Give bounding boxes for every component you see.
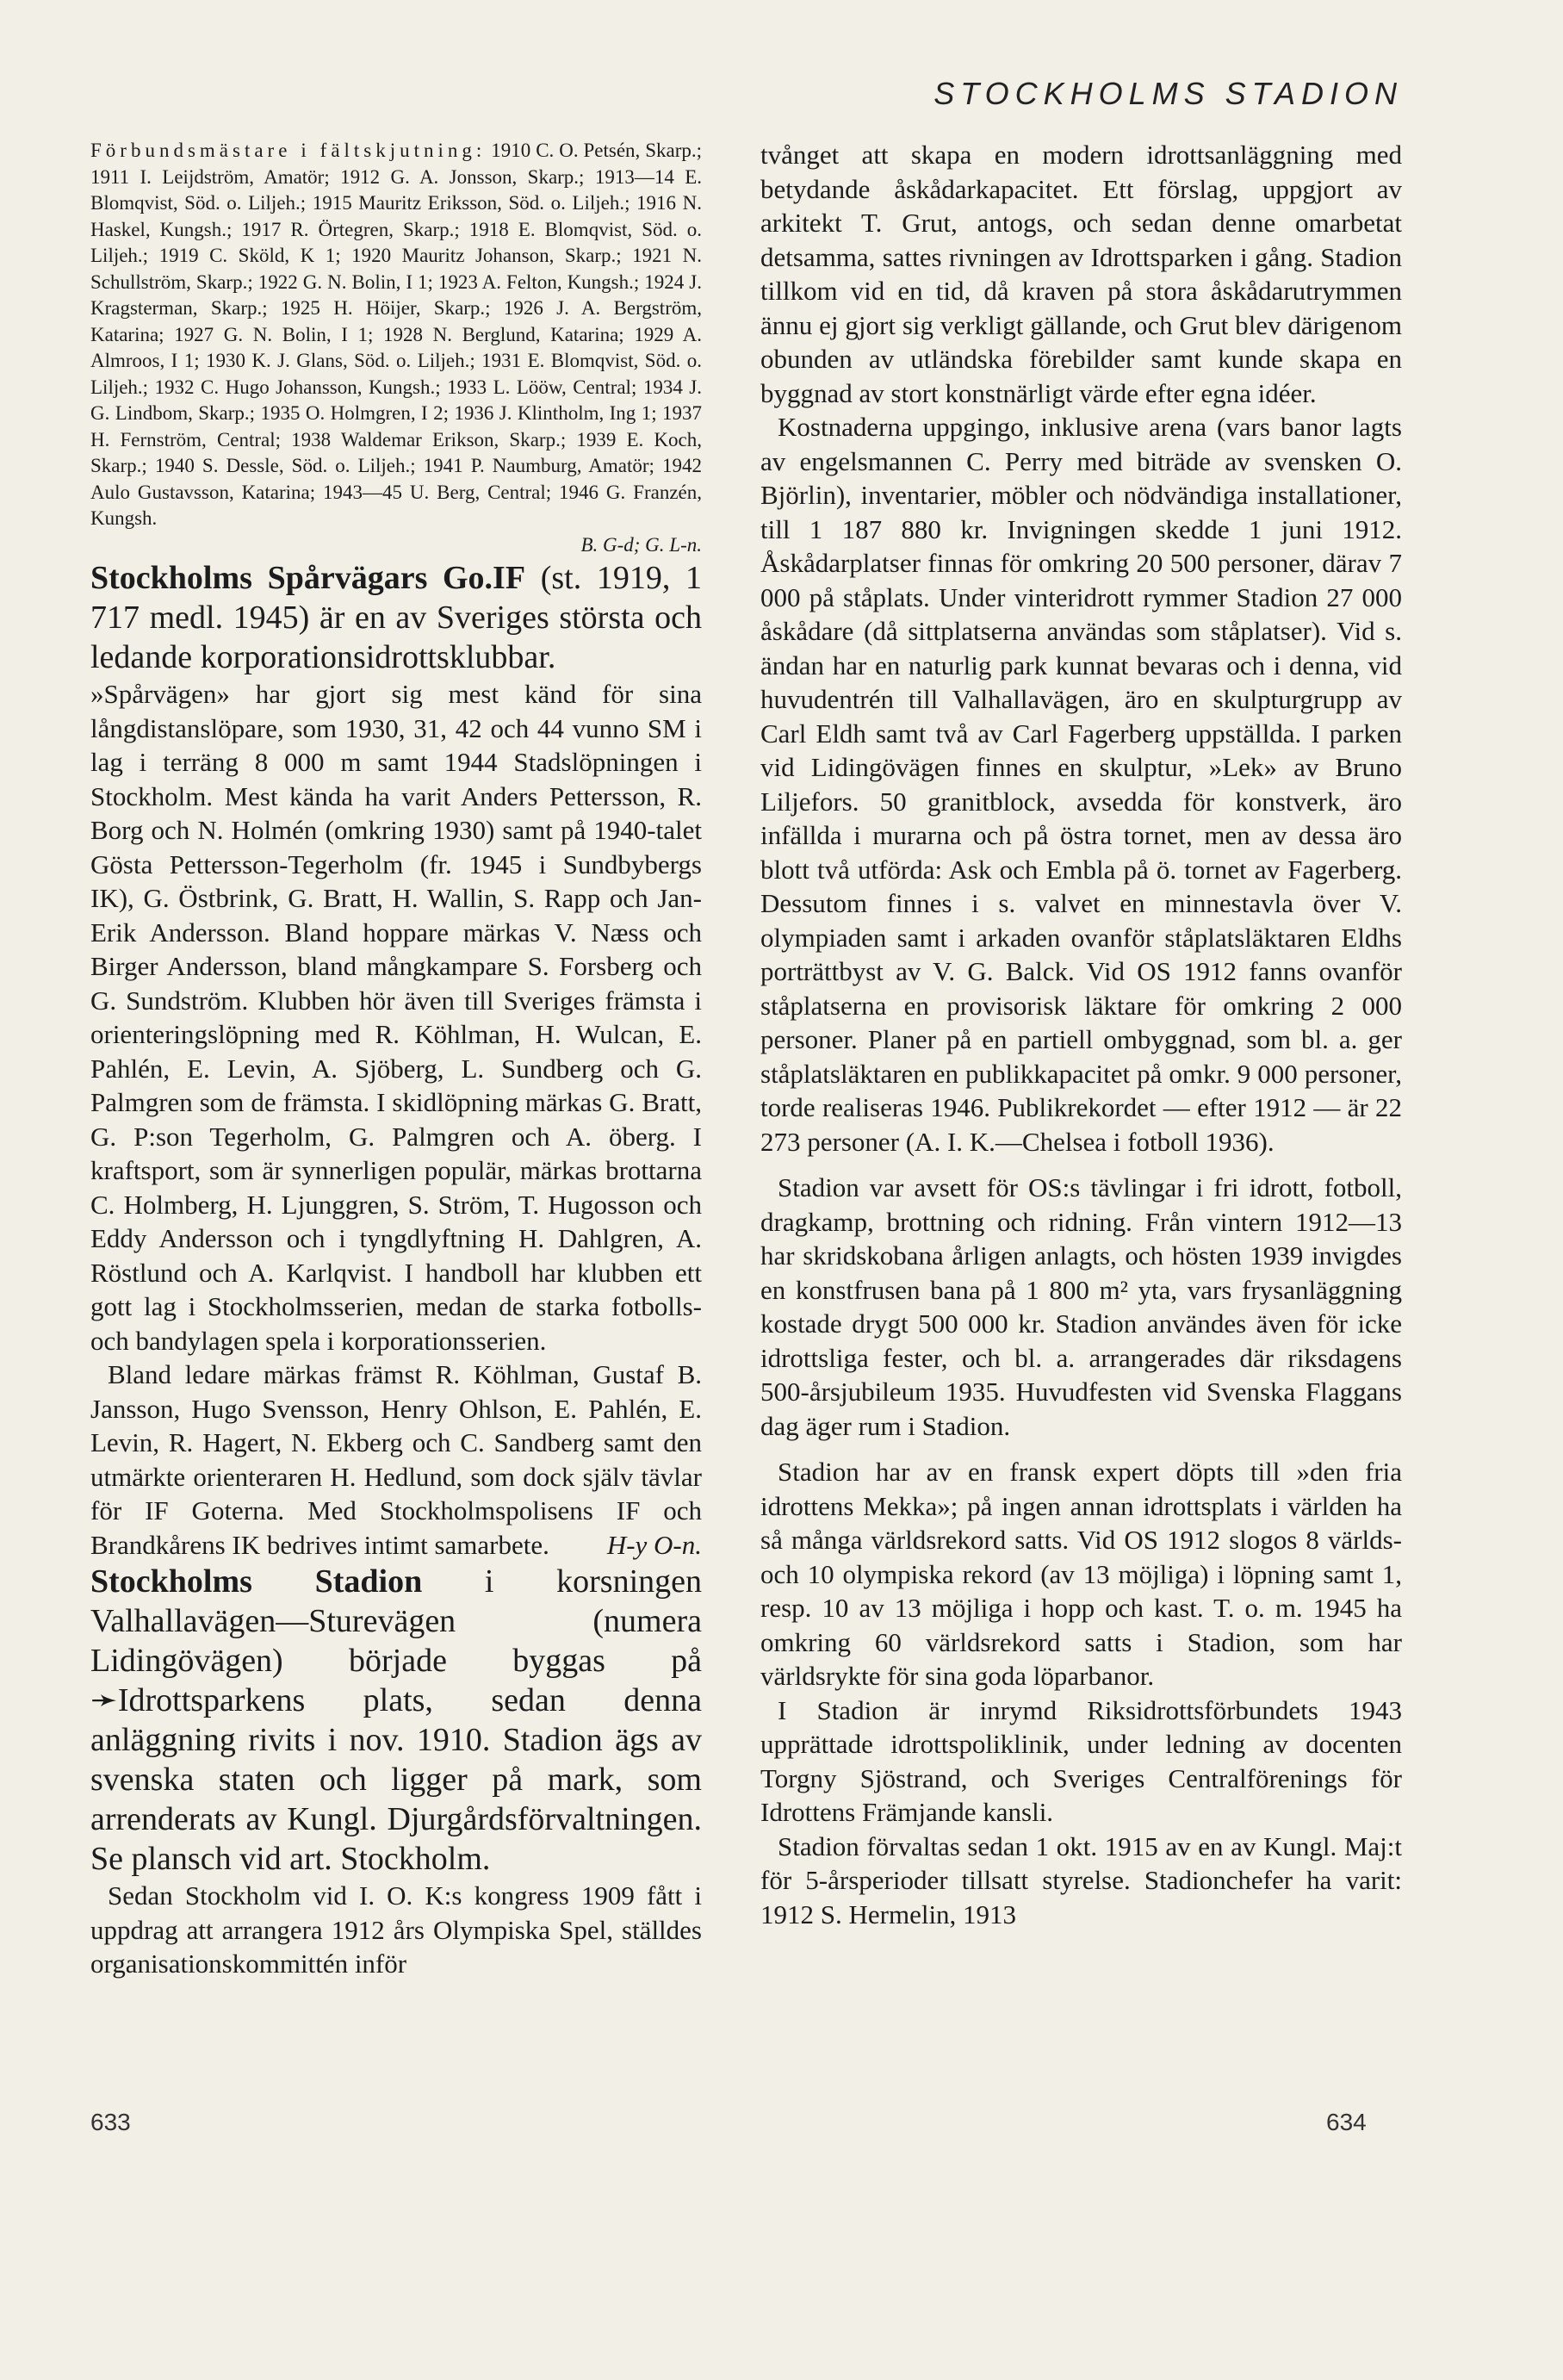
sparvagars-signature: H-y O-n. (606, 1529, 702, 1560)
sparvagars-headword: Stockholms Spårvägars Go.IF (90, 560, 526, 596)
champions-signature: B. G-d; G. L-n. (580, 533, 702, 556)
stadion-headword: Stockholms Stadion (90, 1563, 423, 1600)
champions-heading: Förbundsmästare i fältskjutning: (90, 140, 487, 161)
right-paragraph-5: I Stadion är inrymd Riksidrottsförbundets 1943 upprättade idrottspoliklinik, under ledning av docenten Torgny Sjöstrand, och Sveriges Centralförenings för Idrottens Främjande kansli. (760, 1694, 1402, 1827)
page-number-left: 633 (90, 2109, 131, 2135)
sparvagars-intro-text: (st. 1919, 1 717 medl. 1945) är en av Sveriges största och ledande korporationsidrottsklubbar. (90, 560, 702, 675)
champions-list (90, 138, 702, 558)
stadion-intro-text: i korsningen Valhallavägen—Sturevägen (numera Lidingövägen) började byggas på ➛Idrottsparkens plats, sedan denna anläggning rivits i nov. 1910. Stadion ägs av svenska staten och ligger på mark, som arrenderats av Kungl. Djurgårdsförvaltningen. Se plansch vid art. Stockholm. (90, 1563, 702, 1877)
sparvagars-paragraph-2-text: Bland ledare märkas främst R. Köhlman, Gustaf B. Jansson, Hugo Svensson, Henry Ohlson, E. Pahlén, E. Levin, R. Hagert, N. Ekberg och C. Sandberg samt den utmärkte orienteraren H. Hedlund, som dock själv tävlar för IF Goterna. Med Stockholmspolisens IF och Brandkårens IK bedrives intimt samarbete. (90, 1359, 702, 1560)
right-paragraph-3: Stadion var avsett för OS:s tävlingar i fri idrott, fotboll, dragkamp, brottning och ridning. Från vintern 1912—13 har skridskobana årligen anlagts, och hösten 1939 invigdes en konstfrusen bana på 1 800 m² yta, vars frysanläggning kostade drygt 500 000 kr. Stadion användes även för icke idrottsliga fester, och bl. a. arrangerades där riksdagens 500-årsjubileum 1935. Huvudfesten vid Svenska Flaggans dag äger rum i Stadion. (760, 1172, 1402, 1441)
right-paragraph-6: Stadion förvaltas sedan 1 okt. 1915 av en av Kungl. Maj:t för 5-årsperioder tillsatt styrelse. Stadionchefer ha varit: 1912 S. Hermelin, 1913 (760, 1830, 1402, 1929)
champions-text: 1910 C. O. Petsén, Skarp.; 1911 I. Leijdström, Amatör; 1912 G. A. Jonsson, Skarp.; 1913—14 E. Blomqvist, Söd. o. Liljeh.; 1915 Mauritz Eriksson, Söd. o. Liljeh.; 1916 N. Haskel, Kungsh.; 1917 R. Örtegren, Skarp.; 1918 E. Blomqvist, Söd. o. Liljeh.; 1919 C. Sköld, K 1; 1920 Mauritz Johanson, Skarp.; 1921 N. Schullström, Skarp.; 1922 G. N. Bolin, I 1; 1923 A. Felton, Kungsh.; 1924 J. Kragsterman, Skarp.; 1925 H. Höijer, Skarp.; 1926 J. A. Bergström, Katarina; 1927 G. N. Bolin, I 1; 1928 N. Berglund, Katarina; 1929 A. Almroos, I 1; 1930 K. J. Glans, Söd. o. Liljeh.; 1931 E. Blomqvist, Söd. o. Liljeh.; 1932 C. Hugo Johansson, Kungsh.; 1933 L. Lööw, Central; 1934 J. G. Lindbom, Skarp.; 1935 O. Holmgren, I 2; 1936 J. Klintholm, Ing 1; 1937 H. Fernström, Central; 1938 Waldemar Erikson, Skarp.; 1939 E. Koch, Skarp.; 1940 S. Dessle, Söd. o. Liljeh.; 1941 P. Naumburg, Amatör; 1942 Aulo Gustavsson, Katarina; 1943—45 U. Berg, Central; 1946 G. Franzén, Kungsh. (90, 140, 703, 529)
sparvagars-paragraph-2 (90, 1358, 702, 1562)
sparvagars-paragraph-1: »Spårvägen» har gjort sig mest känd för sina långdistanslöpare, som 1930, 31, 42 och 44 vunno SM i lag i terräng 8 000 m samt 1944 Stadslöpningen i Stockholm. Mest kända ha varit Anders Pettersson, R. Borg och N. Holmén (omkring 1930) samt på 1940-talet Gösta Pettersson-Tegerholm (fr. 1945 i Sundbybergs IK), G. Östbrink, G. Bratt, H. Wallin, S. Rapp och Jan-Erik Andersson. Bland hoppare märkas V. Næss och Birger Andersson, bland mångkampare S. Forsberg och G. Sundström. Klubben hör även till Sveriges främsta i orienteringslöpning med R. Köhlman, H. Wulcan, E. Pahlén, E. Levin, A. Sjöberg, L. Sundberg och G. Palmgren som de främsta. I skidlöpning märkas G. Bratt, G. P:son Tegerholm, G. Palmgren och A. öberg. I kraftsport, som är synnerligen populär, märkas brottarna C. Holmberg, H. Ljunggren, S. Ström, T. Hugosson och Eddy Andersson och i tyngdlyftning H. Dahlgren, A. Röstlund och A. Karlqvist. I handboll har klubben ett gott lag i Stockholmsserien, medan de starka fotbolls- och bandylagen spela i korporationsserien. (90, 679, 702, 1356)
right-paragraph-4: Stadion har av en fransk expert döpts till »den fria idrottens Mekka»; på ingen annan idrottsplats i världen ha så många världsrekord satts. Vid OS 1912 slogos 8 världs- och 10 olympiska rekord (av 13 möjliga) i löpning samt 1, resp. 10 av 13 möjliga i hopp och kast. T. o. m. 1945 ha omkring 60 världsrekord satts i Stadion, som har världsrykte för sina goda löparbanor. (760, 1457, 1402, 1691)
sparvagars-intro (90, 558, 702, 677)
stadion-paragraph-1: Sedan Stockholm vid I. O. K:s kongress 1909 fått i uppdrag att arrangera 1912 års Olympiska Spel, ställdes organisationskommittén inför (90, 1880, 702, 1979)
right-paragraph-1: tvånget att skapa en modern idrottsanläggning med betydande åskådarkapacitet. Ett förslag, uppgjort av arkitekt T. Grut, antogs, och sedan denne omarbetat detsamma, sattes rivningen av Idrottsparken i gång. Stadion tillkom vid en tid, då kraven på stora åskådarutrymmen ännu ej gjort sig verkligt gällande, och Grut blev därigenom obunden av utländska förebilder samt kunde skapa en byggnad av stort konstnärligt värde efter egna idéer. (760, 140, 1402, 408)
right-column (760, 138, 1402, 1931)
stadion-intro (90, 1562, 702, 1879)
left-column (90, 138, 702, 1981)
right-paragraph-2: Kostnaderna uppgingo, inklusive arena (vars banor lagts av engelsmannen C. Perry med biträde av svensken O. Björlin), inventarier, möbler och nödvändiga installationer, till 1 187 880 kr. Invigningen skedde 1 juni 1912. Åskådarplatser finnas för omkring 20 500 personer, därav 7 000 på ståplats. Under vinteridrott rymmer Stadion 27 000 åskådare (då sittplatserna användas som ståplatser). Vid s. ändan har en naturlig park kunnat bevaras och i denna, vid huvudentrén till Valhallavägen, äro en skulpturgrupp av Carl Eldh samt två av Carl Fagerberg uppställda. I parken vid Lidingövägen finnes en skulptur, »Lek» av Bruno Liljefors. 50 granitblock, avsedda för konstverk, äro infällda i murarna och på östra tornet, men av dessa äro blott två utförda: Ask och Embla på ö. tornet av Fagerberg. Dessutom finnes i s. valvet en minnestavla över V. olympiaden samt i arkaden ovanför ståplatsläktaren Eldhs porträttbyst av V. G. Balck. Vid OS 1912 fanns ovanför ståplatserna en provisorisk läktare för omkring 2 000 personer. Planer på en partiell ombyggnad, som bl. a. ger ståplatsläktaren en publikkapacitet på omkr. 9 000 personer, torde realiseras 1946. Publikrekordet — efter 1912 — är 22 273 personer (A. I. K.—Chelsea i fotboll 1936). (760, 412, 1402, 1157)
running-header: STOCKHOLMS STADION (933, 76, 1403, 111)
page-number-right: 634 (1326, 2109, 1367, 2135)
